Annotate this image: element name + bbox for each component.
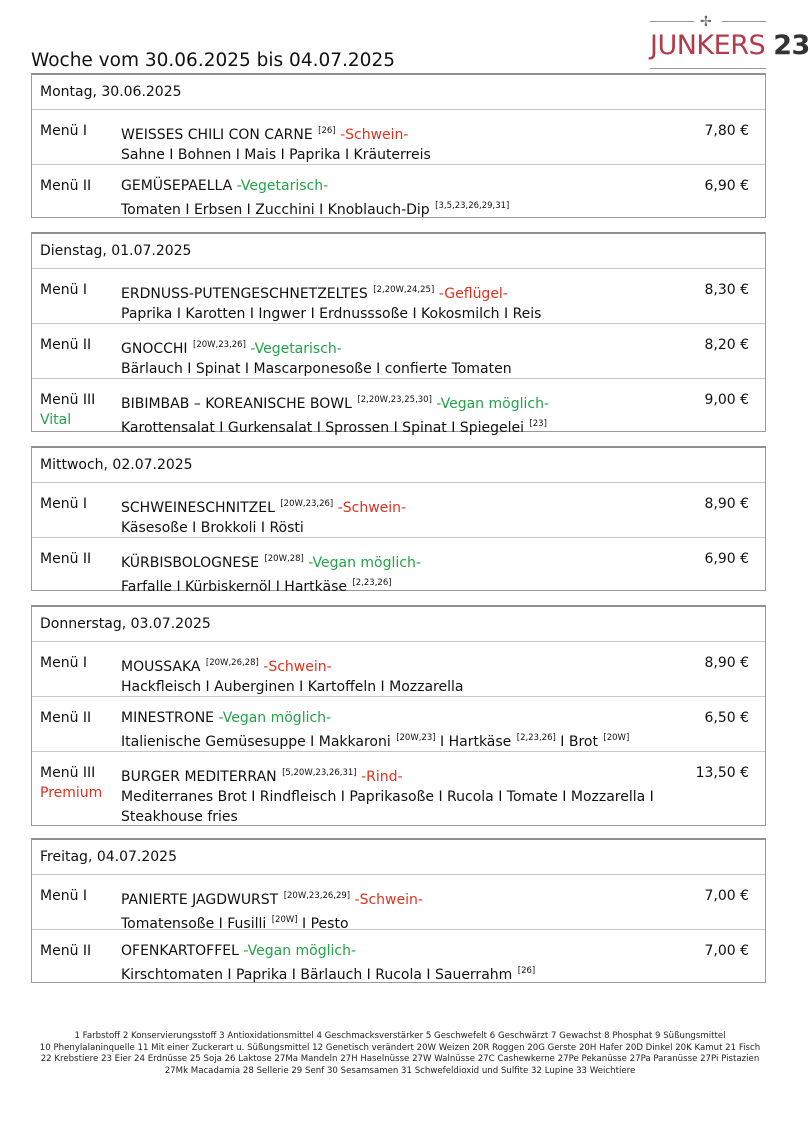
dish-title: PANIERTE JAGDWURST [121, 892, 279, 908]
allergen-codes: [20W,28] [264, 554, 304, 564]
dish-label: -Schwein- [340, 127, 409, 143]
menu-number: Menü II [40, 710, 92, 726]
dish-sides: Paprika I Karotten I Ingwer I Erdnusssoße I Kokosmilch I Reis [121, 306, 542, 322]
price: 6,90 € [704, 551, 749, 567]
menu-tag: Vital [40, 412, 72, 428]
price: 6,90 € [704, 178, 749, 194]
day-friday [31, 838, 766, 983]
dish-label: -Vegetarisch- [236, 178, 329, 194]
allergen-codes: [20W,26,28] [205, 658, 259, 668]
allergen-codes: [3,5,23,26,29,31] [435, 201, 510, 211]
menu-row [32, 642, 765, 697]
price: 13,50 € [695, 765, 749, 781]
price: 7,00 € [704, 888, 749, 904]
menu-number: Menü I [40, 888, 88, 904]
menu-number: Menü I [40, 655, 88, 671]
dish-sides: Käsesoße I Brokkoli I Rösti [121, 520, 304, 536]
allergen-codes: [20W,23,26,29] [283, 891, 351, 901]
dish-label: -Schwein- [354, 892, 423, 908]
price: 7,80 € [704, 123, 749, 139]
dish-sides: Sahne I Bohnen I Mais I Paprika I Kräuterreis [121, 147, 431, 163]
allergen-codes: [20W,23,26] [280, 499, 334, 509]
price: 8,20 € [704, 337, 749, 353]
menu-tag: Premium [40, 785, 103, 801]
dish-sides-more: I Pesto [297, 916, 349, 932]
dish-title: GEMÜSEPAELLA [121, 178, 233, 194]
dish-label: -Geflügel- [438, 286, 508, 302]
allergen-codes: [5,20W,23,26,31] [282, 768, 357, 778]
menu-number: Menü I [40, 496, 88, 512]
allergen-codes: [20W] [603, 733, 630, 743]
allergen-legend [20, 1031, 780, 1077]
allergen-codes: [26] [517, 966, 536, 976]
menu-number: Menü II [40, 943, 92, 959]
price: 8,90 € [704, 496, 749, 512]
allergen-codes: [23] [529, 419, 547, 429]
menu-row [32, 538, 765, 595]
menu-row [32, 324, 765, 379]
dish-label: -Vegan möglich- [218, 710, 332, 726]
menu-row [32, 697, 765, 752]
dish-sides: Kirschtomaten I Paprika I Bärlauch I Rucola I Sauerrahm [121, 967, 513, 983]
dish-sides-more: I Brot [555, 734, 603, 750]
legend-line: 10 Phenylalaninquelle 11 Mit einer Zuckerart u. Süßungsmittel 12 Genetisch verändert 20W Weizen 20R Roggen 20G Gerste 20H Hafer 20D Dinkel 20K Kamut 21 Fisch [39, 1042, 761, 1053]
day-monday [31, 73, 766, 218]
dish-sides: Hackfleisch I Auberginen I Kartoffeln I Mozzarella [121, 679, 464, 695]
price: 6,50 € [704, 710, 749, 726]
logo-ornament [650, 14, 766, 30]
brand-name: JUNKERS [650, 30, 766, 61]
dish-label: -Rind- [361, 769, 403, 785]
allergen-codes: [20W] [271, 915, 298, 925]
day-date: Donnerstag, 03.07.2025 [32, 607, 765, 642]
menu-number: Menü II [40, 178, 92, 194]
legend-line: 1 Farbstoff 2 Konservierungsstoff 3 Antioxidationsmittel 4 Geschmacksverstärker 5 Geschwefelt 6 Geschwärzt 7 Gewachst 8 Phosphat 9 Süßungsmittel [74, 1031, 726, 1041]
menu-number: Menü I [40, 123, 88, 139]
dish-sides: Italienische Gemüsesuppe I Makkaroni [121, 734, 391, 750]
dish-sides: Farfalle I Kürbiskernöl I Hartkäse [121, 579, 348, 595]
price: 9,00 € [704, 392, 749, 408]
dish-label: -Vegan möglich- [308, 555, 421, 571]
price: 7,00 € [704, 943, 749, 959]
menu-row [32, 165, 765, 217]
dish-label: -Vegan möglich- [436, 396, 549, 412]
dish-label: -Schwein- [263, 659, 332, 675]
day-thursday [31, 605, 766, 826]
menu-row [32, 379, 765, 436]
dish-label: -Vegan möglich- [243, 943, 357, 959]
allergen-codes: [20W,23] [396, 733, 436, 743]
dish-label: -Schwein- [337, 500, 407, 516]
price: 8,30 € [704, 282, 749, 298]
allergen-codes: [20W,23,26] [193, 340, 246, 350]
menu-row [32, 110, 765, 165]
menu-row [32, 483, 765, 538]
menu-number: Menü III [40, 765, 96, 781]
dish-sides: Mediterranes Brot I Rindfleisch I Paprikasoße I Rucola I Tomate I Mozzarella I Steakhouse fries [121, 789, 654, 825]
menu-row [32, 269, 765, 324]
dish-title: BIBIMBAB – KOREANISCHE BOWL [121, 396, 352, 412]
day-date: Dienstag, 01.07.2025 [32, 234, 765, 269]
day-date: Mittwoch, 02.07.2025 [32, 448, 765, 483]
day-wednesday [31, 446, 766, 595]
brand-logo [650, 6, 810, 66]
menu-row [32, 875, 765, 930]
dish-sides: Tomatensoße I Fusilli [121, 916, 267, 932]
menu-number: Menü II [40, 551, 92, 567]
brand-number: 23 [773, 30, 810, 61]
menu-row [32, 930, 765, 982]
menu-number: Menü III [40, 392, 96, 408]
legend-line: 22 Krebstiere 23 Eier 24 Erdnüsse 25 Soja 26 Laktose 27Ma Mandeln 27H Haselnüsse 27W Walnüsse 27C Cashewkerne 27Pe Pekanüsse 27Pa Paranüsse 27Pi Pistazien [40, 1054, 760, 1065]
legend-line: 27Mk Macadamia 28 Sellerie 29 Senf 30 Sesamsamen 31 Schwefeldioxid und Sulfite 32 Lupine 33 Weichtiere [164, 1065, 636, 1076]
dish-title: KÜRBISBOLOGNESE [121, 555, 259, 571]
menu-row [32, 752, 765, 825]
dish-title: BURGER MEDITERRAN [121, 769, 277, 785]
dish-sides: Karottensalat I Gurkensalat I Sprossen I Spinat I Spiegelei [121, 420, 524, 436]
day-tuesday [31, 232, 766, 436]
allergen-codes: [26] [318, 126, 336, 136]
dish-title: GNOCCHI [121, 341, 188, 357]
logo-text [650, 30, 810, 61]
dish-title: MOUSSAKA [121, 659, 201, 675]
dish-title: SCHWEINESCHNITZEL [121, 500, 275, 516]
dish-sides: Bärlauch I Spinat I Mascarponesoße I confierte Tomaten [121, 361, 512, 377]
dish-sides: Tomaten I Erbsen I Zucchini I Knoblauch-Dip [121, 202, 430, 218]
allergen-codes: [2,23,26] [516, 733, 556, 743]
dish-title: ERDNUSS-PUTENGESCHNETZELTES [121, 286, 368, 302]
dish-label: -Vegetarisch- [250, 341, 342, 357]
cutlery-icon: ✢ [700, 14, 712, 30]
price: 8,90 € [704, 655, 749, 671]
dish-title: MINESTRONE [121, 710, 215, 726]
menu-number: Menü I [40, 282, 88, 298]
day-date: Montag, 30.06.2025 [32, 75, 765, 110]
dish-title: OFENKARTOFFEL [121, 943, 239, 959]
allergen-codes: [2,20W,23,25,30] [357, 395, 432, 405]
week-title: Woche vom 30.06.2025 bis 04.07.2025 [31, 50, 395, 71]
day-date: Freitag, 04.07.2025 [32, 840, 765, 875]
allergen-codes: [2,20W,24,25] [373, 285, 435, 295]
dish-sides-more: I Hartkäse [435, 734, 516, 750]
menu-number: Menü II [40, 337, 92, 353]
allergen-codes: [2,23,26] [352, 578, 392, 588]
dish-title: WEISSES CHILI CON CARNE [121, 127, 313, 143]
